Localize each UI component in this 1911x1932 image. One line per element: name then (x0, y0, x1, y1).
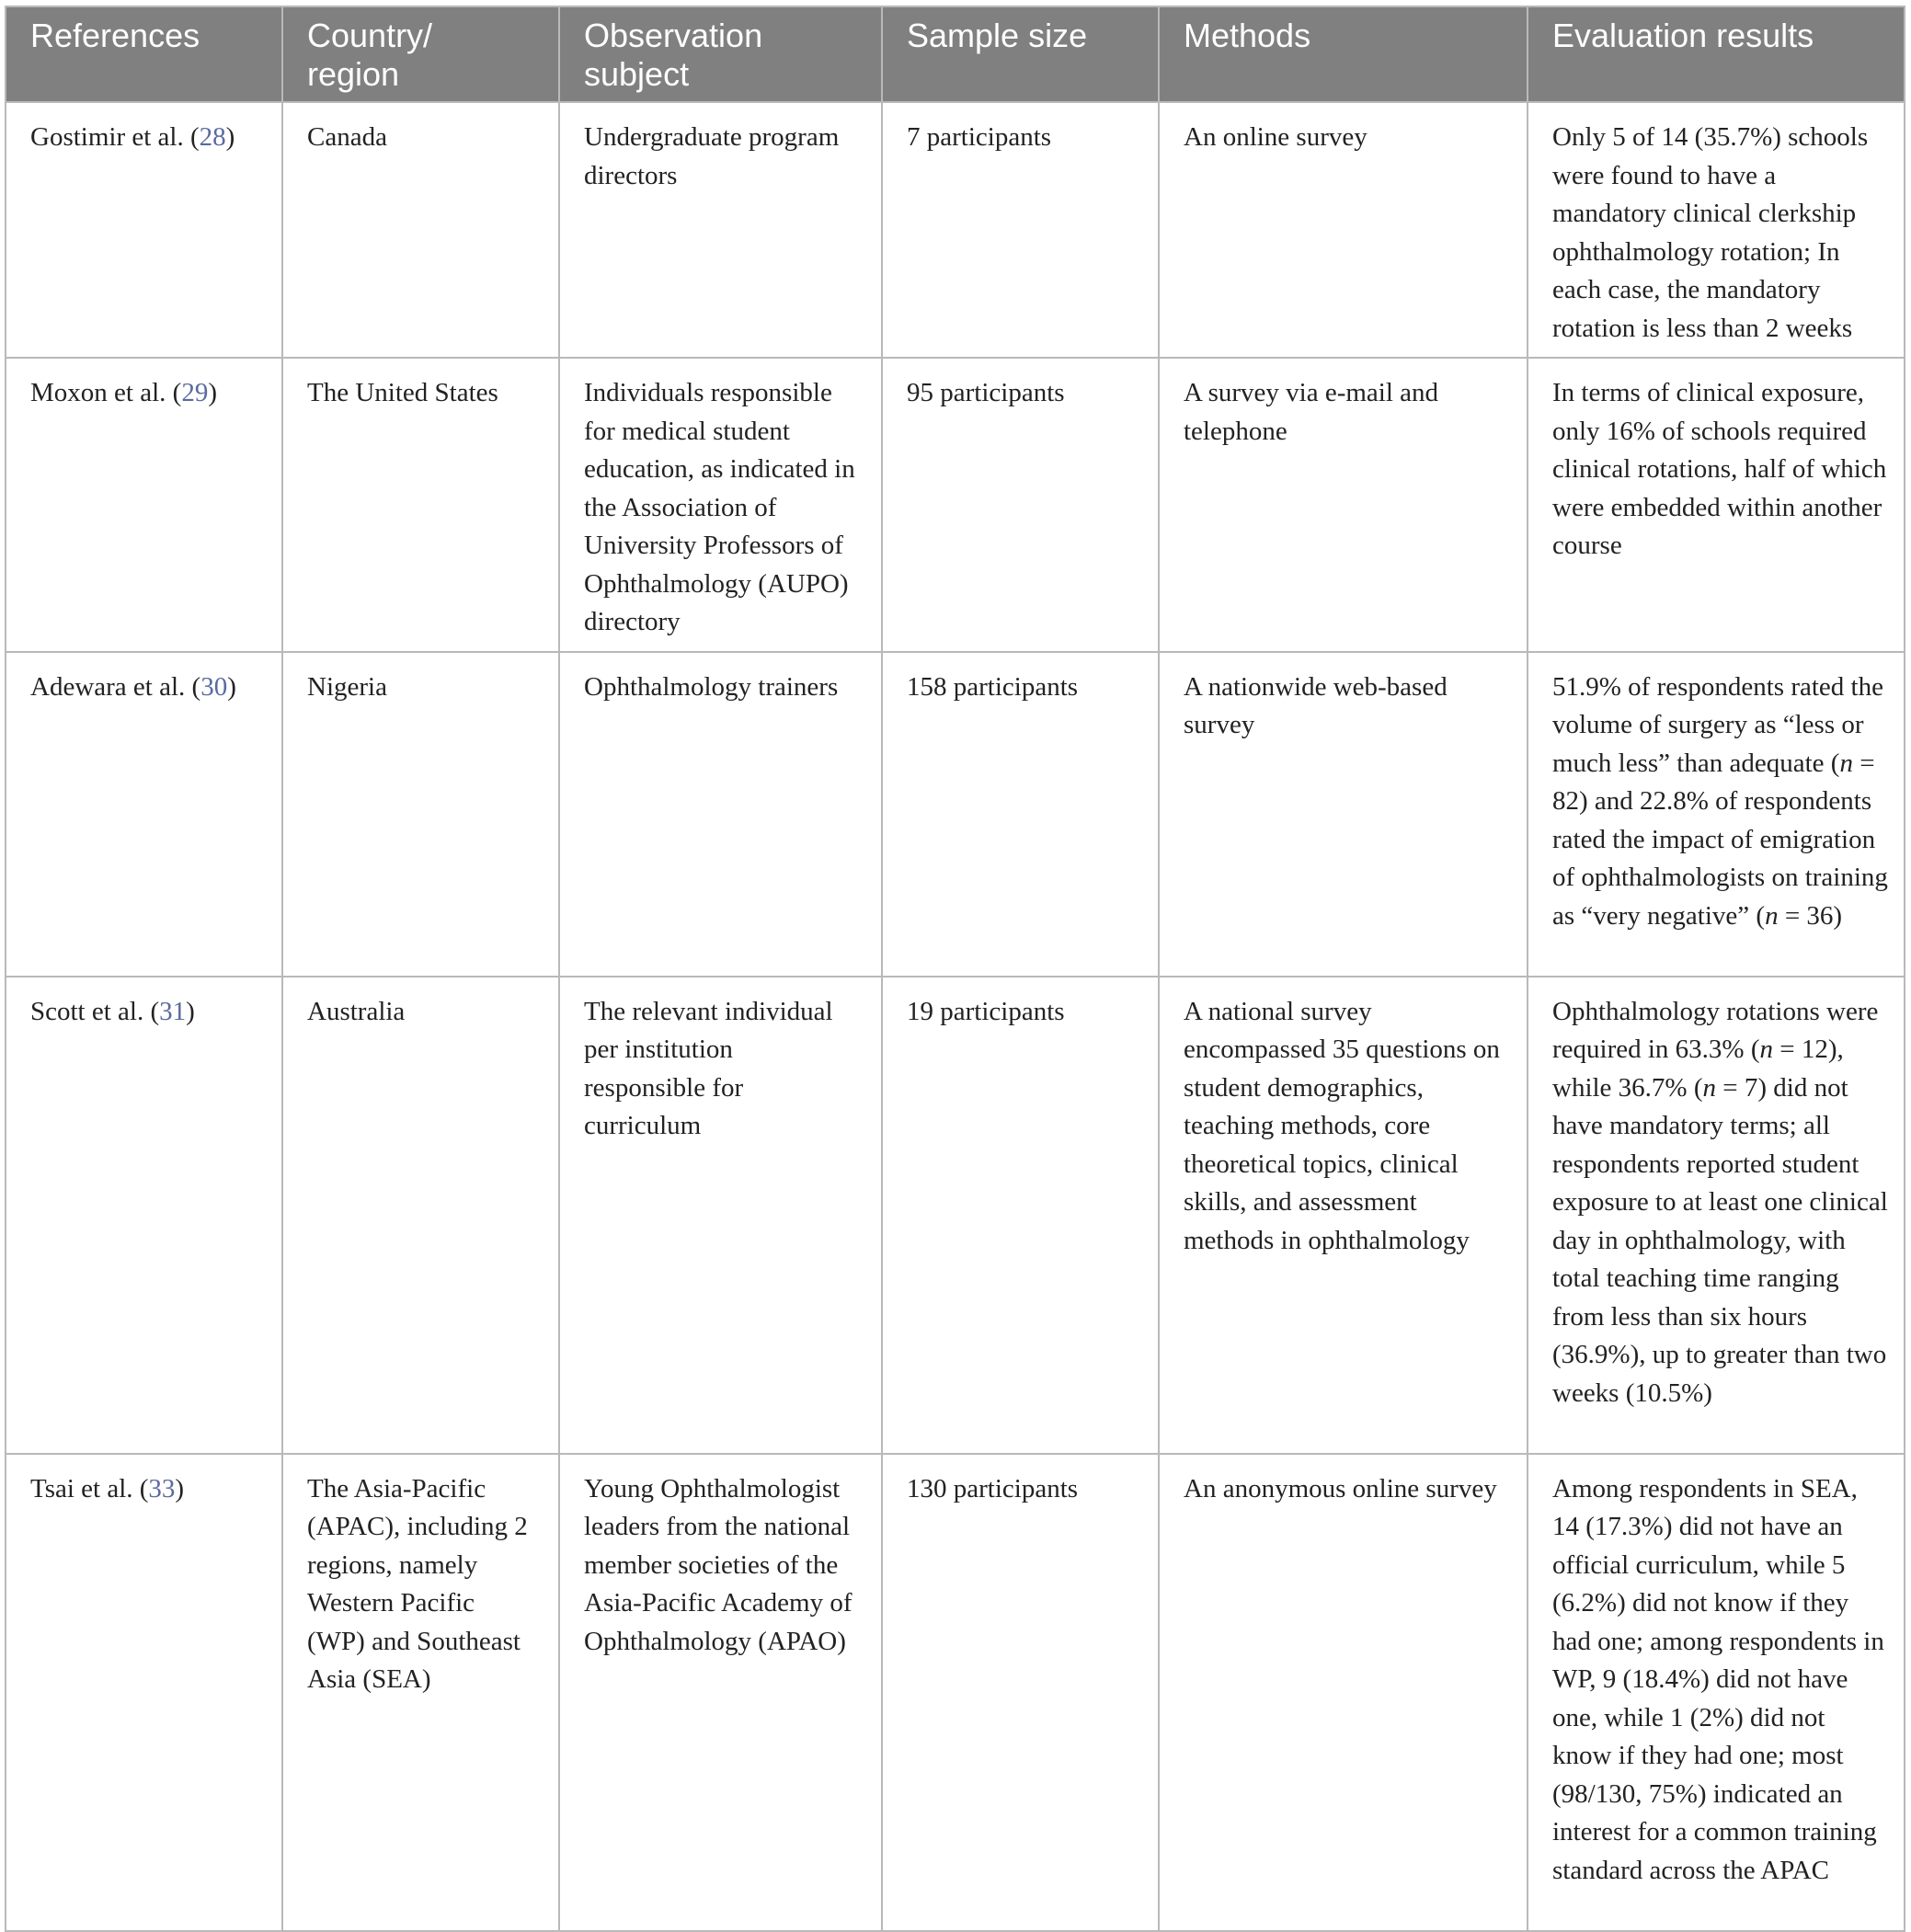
header-sample-size: Sample size (882, 6, 1159, 102)
cell-results: 51.9% of respondents rated the volume of surgery as “less or much less” than adequate (n = 82) and 22.8% of respondents rated the impact of emigration of ophthalmologists on training as “very negative” (n = 36) (1528, 652, 1905, 977)
cell-sample-size: 158 participants (882, 652, 1159, 977)
table-row (6, 977, 1905, 1454)
references-table (5, 6, 1905, 1932)
header-country-region (282, 6, 559, 102)
table-row (6, 652, 1905, 977)
table-row (6, 102, 1905, 358)
cell-subject: Individuals responsible for medical student education, as indicated in the Association of University Professors of Ophthalmology (AUPO) directory (559, 358, 882, 652)
cell-reference: Gostimir et al. (28) (6, 102, 282, 358)
cell-subject: Young Ophthalmologist leaders from the national member societies of the Asia-Pacific Academy of Ophthalmology (APAO) (559, 1454, 882, 1931)
cell-methods: An online survey (1159, 102, 1528, 358)
cell-sample-size: 95 participants (882, 358, 1159, 652)
reference-link[interactable]: 29 (181, 378, 209, 407)
table-row (6, 1454, 1905, 1931)
reference-link[interactable]: 33 (148, 1473, 176, 1503)
reference-link[interactable]: 31 (159, 996, 187, 1026)
cell-country: The Asia-Pacific (APAC), including 2 regions, namely Western Pacific (WP) and Southeast Asia (SEA) (282, 1454, 559, 1931)
cell-country: Nigeria (282, 652, 559, 977)
cell-results: Only 5 of 14 (35.7%) schools were found to have a mandatory clinical clerkship ophthalmology rotation; In each case, the mandatory rotation is less than 2 weeks (1528, 102, 1905, 358)
cell-subject: The relevant individual per institution responsible for curriculum (559, 977, 882, 1454)
cell-results: Among respondents in SEA, 14 (17.3%) did not have an official curriculum, while 5 (6.2%) did not know if they had one; among respondents in WP, 9 (18.4%) did not have one, while 1 (2%) did not know if they had one; most (98/130, 75%) indicated an interest for a common training standard across the APAC (1528, 1454, 1905, 1931)
cell-results: In terms of clinical exposure, only 16% of schools required clinical rotations, half of which were embedded within another course (1528, 358, 1905, 652)
reference-link[interactable]: 28 (199, 122, 226, 152)
header-evaluation-results: Evaluation results (1528, 6, 1905, 102)
cell-subject: Ophthalmology trainers (559, 652, 882, 977)
cell-country: Australia (282, 977, 559, 1454)
cell-sample-size: 130 participants (882, 1454, 1159, 1931)
cell-sample-size: 19 participants (882, 977, 1159, 1454)
header-country-region-text: Country/ region (307, 17, 433, 93)
reference-link[interactable]: 30 (200, 671, 228, 702)
cell-methods: An anonymous online survey (1159, 1454, 1528, 1931)
table-header-row (6, 6, 1905, 102)
cell-subject: Undergraduate program directors (559, 102, 882, 358)
cell-methods: A survey via e-mail and telephone (1159, 358, 1528, 652)
header-methods: Methods (1159, 6, 1528, 102)
cell-reference: Tsai et al. (33) (6, 1454, 282, 1931)
cell-reference: Adewara et al. (30) (6, 652, 282, 977)
header-references: References (6, 6, 282, 102)
cell-methods: A nationwide web-based survey (1159, 652, 1528, 977)
cell-country: Canada (282, 102, 559, 358)
cell-results: Ophthalmology rotations were required in 63.3% (n = 12), while 36.7% (n = 7) did not have mandatory terms; all respondents reported student exposure to at least one clinical day in ophthalmology, with total teaching time ranging from less than six hours (36.9%), up to greater than two weeks (10.5%) (1528, 977, 1905, 1454)
cell-country: The United States (282, 358, 559, 652)
header-observation-subject (559, 6, 882, 102)
cell-reference: Scott et al. (31) (6, 977, 282, 1454)
cell-sample-size: 7 participants (882, 102, 1159, 358)
header-observation-subject-text: Observation subject (584, 17, 763, 93)
cell-methods: A national survey encompassed 35 questions on student demographics, teaching methods, core theoretical topics, clinical skills, and assessment methods in ophthalmology (1159, 977, 1528, 1454)
cell-reference: Moxon et al. (29) (6, 358, 282, 652)
table-row (6, 358, 1905, 652)
